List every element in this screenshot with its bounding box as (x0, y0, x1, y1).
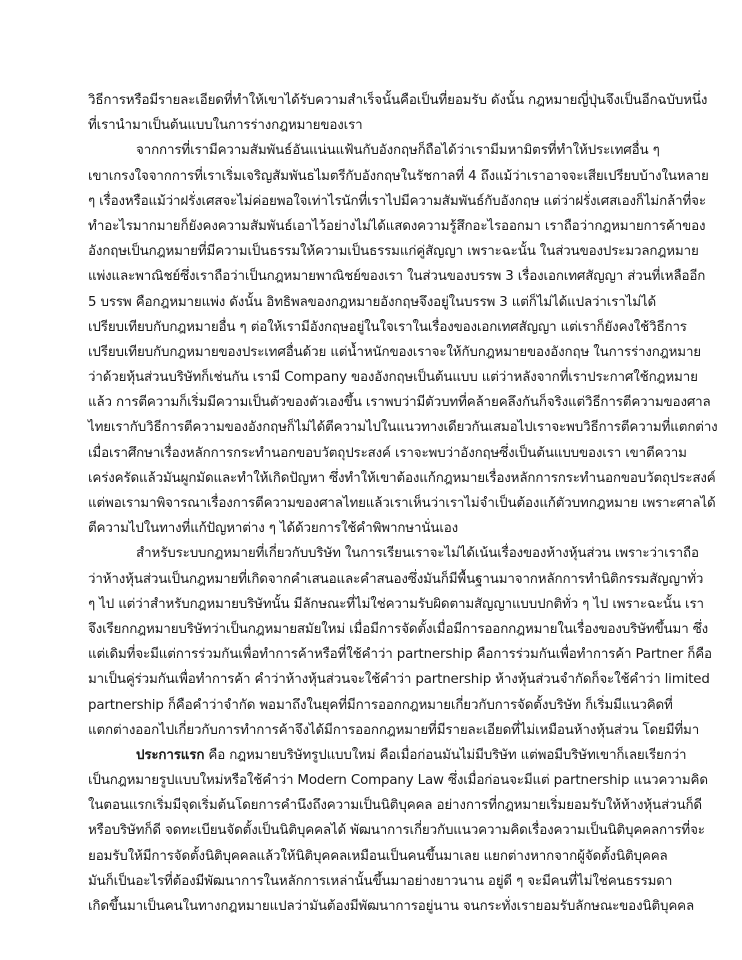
text-line: จากการที่เรามีความสัมพันธ์อันแน่นแฟ้นกับอังกฤษก็ถือได้ว่าเรามีมหามิตรที่ทำให้ประเทศอื่น ๆ (136, 143, 660, 159)
text-line: ยอมรับให้มีการจัดตั้งนิติบุคคลแล้วให้นิติบุคคลเหมือนเป็นคนขึ้นมาเลย แยกต่างหากจากผู้จัดตั้งนิติบุคคล (88, 848, 668, 864)
text-line: ไทยเรากับวิธีการตีความของอังกฤษก็ไม่ได้ตีความไปในแนวทางเดียวกันเสมอไปเราจะพบวิธีการตีความที่แตกต่าง (88, 420, 718, 436)
document-page (88, 88, 718, 919)
text-line: เมื่อเราศึกษาเรื่องหลักการกระทำนอกขอบวัตถุประสงค์ เราจะพบว่าอังกฤษซึ่งเป็นต้นแบบของเรา เขาตีความ (88, 445, 687, 461)
text-line: แล้ว การตีความก็เริ่มมีความเป็นตัวของตัวเองขึ้น เราพบว่ามีตัวบทที่คล้ายคลึงกันก็จริงแต่วิธีการตีความของศาล (88, 395, 711, 411)
text-line: ว่าห้างหุ้นส่วนเป็นกฎหมายที่เกิดจากคำเสนอและคำสนองซึ่งมันก็มีพื้นฐานมาจากหลักการทำนิติกรรมสัญญาทั่ว (88, 571, 704, 587)
text-line: สำหรับระบบกฎหมายที่เกี่ยวกับบริษัท ในการเรียนเราจะไม่ได้เน้นเรื่องของห้างหุ้นส่วน เพราะว่าเราถือ (136, 546, 699, 562)
text-line (88, 743, 687, 768)
paragraph-company-law-system (88, 541, 712, 743)
text-line: ที่เรานำมาเป็นต้นแบบในการร่างกฎหมายของเรา (88, 118, 363, 134)
text-line: อังกฤษเป็นกฎหมายที่มีความเป็นธรรมให้ความเป็นธรรมแก่คู่สัญญา เพราะฉะนั้น ในส่วนของประมวลกฎหมาย (88, 244, 699, 260)
text-line: เคร่งครัดแล้วมันผูกมัดและทำให้เกิดปัญหา ซึ่งทำให้เขาต้องแก้กฎหมายเรื่องหลักการกระทำนอกขอบวัตถุประสงค์ (88, 470, 716, 486)
text-line: เป็นกฎหมายรูปแบบใหม่หรือใช้คำว่า Modern Company Law ซึ่งเมื่อก่อนจะมีแต่ partnership แนวความคิด (88, 773, 708, 789)
text-line: ๆ ไป แต่ว่าสำหรับกฎหมายบริษัทนั้น มีลักษณะที่ไม่ใช่ความรับผิดตามสัญญาแบบปกติทั่ว ๆ ไป เพราะฉะนั้น เรา (88, 596, 704, 612)
text-line: แพ่งและพาณิชย์ซึ่งเราถือว่าเป็นกฎหมายพาณิชย์ของเรา ในส่วนของบรรพ 3 เรื่องเอกเทศสัญญา ส่วนที่เหลืออีก (88, 269, 706, 285)
text-line: ว่าด้วยหุ้นส่วนบริษัทก็เช่นกัน เรามี Company ของอังกฤษเป็นต้นแบบ แต่ว่าหลังจากที่เราประกาศใช้กฎหมาย (88, 370, 698, 386)
text-line: แต่พอเรามาพิจารณาเรื่องการตีความของศาลไทยแล้วเราเห็นว่าเราไม่จำเป็นต้องแก้ตัวบทกฎหมาย เพราะศาลได้ (88, 496, 716, 511)
text-line: เปรียบเทียบกับกฎหมายอื่น ๆ ต่อให้เรามีอังกฤษอยู่ในใจเราในเรื่องของเอกเทศสัญญา แต่เราก็ยังคงใช้วิธีการ (88, 319, 687, 335)
paragraph-first-point (88, 743, 708, 919)
text-line: เปรียบเทียบกับกฎหมายของประเทศอื่นด้วย แต่น้ำหนักของเราจะให้กับกฎหมายของอังกฤษ ในการร่างกฎหมาย (88, 344, 702, 360)
paragraph-english-influence (88, 138, 718, 541)
text-line: แต่เดิมที่จะมีแต่การร่วมกันเพื่อทำการค้าหรือที่ใช้คำว่า partnership คือการร่วมกันเพื่อทำการค้า Partner ก็คือ (88, 647, 712, 663)
text-line: จึงเรียกกฎหมายบริษัทว่าเป็นกฎหมายสมัยใหม่ เมื่อมีการจัดตั้งเมื่อมีการออกกฎหมายในเรื่องของบริษัทขึ้นมา ซึ่ง (88, 621, 709, 637)
text-line: ตีความไปในทางที่แก้ปัญหาต่าง ๆ ได้ด้วยการใช้คำพิพากษานั่นเอง (88, 521, 459, 537)
text-line: มาเป็นคู่ร่วมกันเพื่อทำการค้า คำว่าห้างหุ้นส่วนจะใช้คำว่า partnership ห้างหุ้นส่วนจำกัดก็จะใช้คำว่า limited (88, 672, 710, 688)
text-line: เขาเกรงใจจากการที่เราเริ่มเจริญสัมพันธไมตรีกับอังกฤษในรัชกาลที่ 4 ถึงแม้ว่าเราอาจจะเสียเปรียบบ้างในหลาย (88, 168, 709, 184)
paragraph-continuation (88, 88, 708, 138)
text-line: ทำอะไรมากมายก็ยังคงความสัมพันธ์เอาไว้อย่างไม่ได้แสดงความรู้สึกอะไรออกมา เราถือว่ากฎหมายการค้าของ (88, 218, 706, 234)
text-line: หรือบริษัทก็ดี จดทะเบียนจัดตั้งเป็นนิติบุคคลได้ พัฒนาการเกี่ยวกับแนวความคิดเรื่องความเป็นนิติบุคคลการที่จะ (88, 823, 705, 839)
text-line: ในตอนแรกเริ่มมีจุดเริ่มต้นโดยการคำนึงถึงความเป็นนิติบุคคล อย่างการที่กฎหมายเริ่มยอมรับให้ห้างหุ้นส่วนก็ดี (88, 798, 702, 814)
text-line: ๆ เรื่องหรือแม้ว่าฝรั่งเศสจะไม่ค่อยพอใจเท่าไรนักที่เราไปมีความสัมพันธ์กับอังกฤษ แต่ว่าฝรั่งเศสเองก็ไม่กล้าที่จะ (88, 193, 706, 209)
text-line: เกิดขึ้นมาเป็นคนในทางกฎหมายแปลว่ามันต้องมีพัฒนาการอยู่นาน จนกระทั่งเรายอมรับลักษณะของนิติบุคคล (88, 899, 695, 914)
text-line: แตกต่างออกไปเกี่ยวกับการทำการค้าจึงได้มีการออกกฎหมายที่มีรายละเอียดที่ไม่เหมือนห้างหุ้นส่วน โดยมีที่มา (88, 722, 700, 738)
text-line: 5 บรรพ คือกฎหมายแพ่ง ดังนั้น อิทธิพลของกฎหมายอังกฤษจึงอยู่ในบรรพ 3 แต่ก็ไม่ได้แปลว่าเราไม่ได้ (88, 294, 656, 310)
text-line-rest: คือ กฎหมายบริษัทรูปแบบใหม่ คือเมื่อก่อนมันไม่มีบริษัท แต่พอมีบริษัทเขาก็เลยเรียกว่า (204, 747, 687, 763)
text-line: วิธีการหรือมีรายละเอียดที่ทำให้เขาได้รับความสำเร็จนั้นคือเป็นที่ยอมรับ ดังนั้น กฎหมายญี่ปุ่นจึงเป็นอีกฉบับหนึ่ง (88, 93, 708, 108)
bold-lead-term: ประการแรก (136, 747, 205, 763)
text-line: partnership ก็คือคำว่าจำกัด พอมาถึงในยุคที่มีการออกกฎหมายเกี่ยวกับการจัดตั้งบริษัท ก็เริ่มมีแนวคิดที่ (88, 697, 673, 713)
text-line: มันก็เป็นอะไรที่ต้องมีพัฒนาการในหลักการเหล่านั้นขึ้นมาอย่างยาวนาน อยู่ดี ๆ จะมีคนที่ไม่ใช่คนธรรมดา (88, 873, 673, 889)
